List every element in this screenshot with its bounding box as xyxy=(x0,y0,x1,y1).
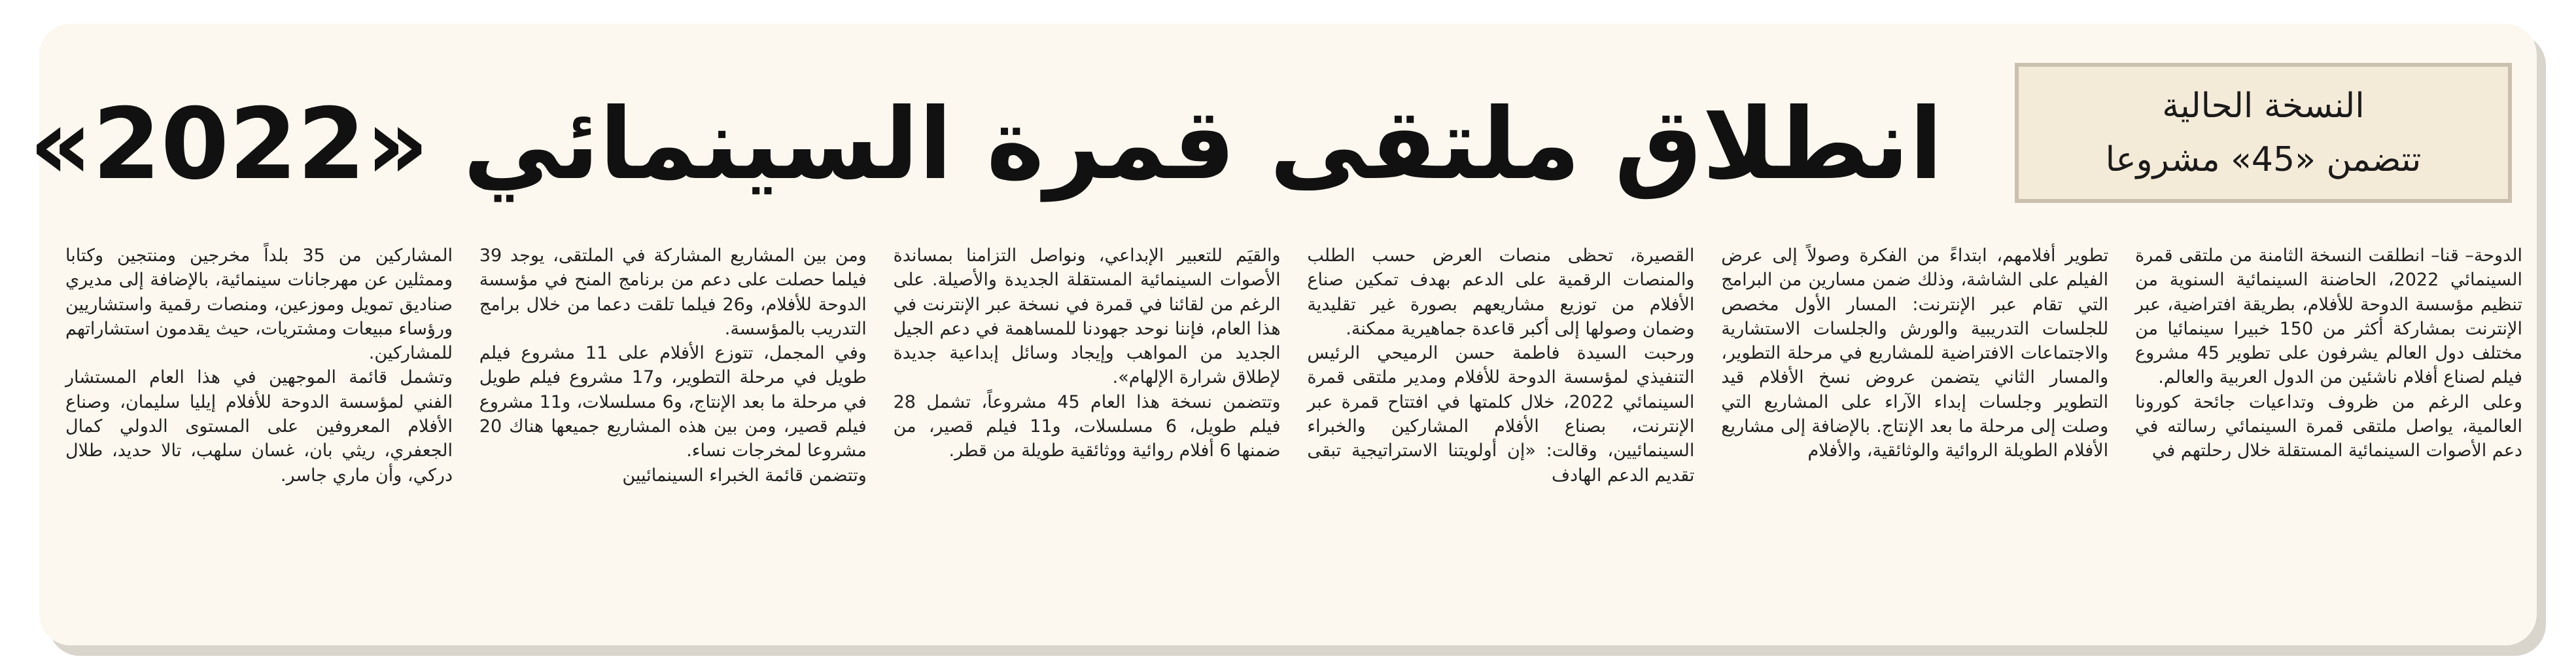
column-5 xyxy=(479,243,867,636)
paragraph: الدوحة– قنا– انطلقت النسخة الثامنة من ملتقى قمرة السينمائي 2022، الحاضنة السينمائية السنوية من تنظيم مؤسسة الدوحة للأفلام، بطريقة افتراضية، عبر الإنترنت بمشاركة أكثر من 150 خبيرا سينمائيا من مختلف دول العالم يشرفون على تطوير 45 مشروع فيلم لصناع أفلام ناشئين من الدول العربية والعالم. xyxy=(2134,245,2522,388)
paragraph: المشاركين من 35 بلداً مخرجين ومنتجين وكتابا وممثلين عن مهرجانات سينمائية، بالإضافة إلى مديري صناديق تمويل وموزعين، ومنصات رقمية واستشاريين ورؤساء مبيعات ومشتريات، حيث يقدمون استشاراتهم للمشاركين. xyxy=(65,245,453,364)
column-3 xyxy=(1307,243,1694,636)
paragraph: ومن بين المشاريع المشاركة في الملتقى، يوجد 39 فيلما حصلت على دعم من برنامج المنح في مؤسسة الدوحة للأفلام، و26 فيلما تلقت دعما من خلال برامج التدريب بالمؤسسة. xyxy=(479,245,867,339)
highlight-line-1: النسخة الحالية xyxy=(2162,86,2365,126)
column-4 xyxy=(894,243,1281,636)
paragraph: وفي المجمل، تتوزع الأفلام على 11 مشروع فيلم طويل في مرحلة التطوير، و17 مشروع فيلم طويل في مرحلة ما بعد الإنتاج، و6 مسلسلات، و11 مشروع فيلم قصير، ومن بين هذه المشاريع جميعها هناك 20 مشروعا لمخرجات نساء. xyxy=(479,343,867,461)
column-6 xyxy=(65,243,453,636)
paragraph: وتشمل قائمة الموجهين في هذا العام المستشار الفني لمؤسسة الدوحة للأفلام إيليا سليمان، وصناع الأفلام المعروفين على المستوى الدولي كمال الجعفري، ريثي بان، غسان سلهب، تالا حديد، طلال دركي، وأن ماري جاسر. xyxy=(65,367,453,486)
highlight-box xyxy=(2015,63,2512,203)
paragraph: ورحبت السيدة فاطمة حسن الرميحي الرئيس التنفيذي لمؤسسة الدوحة للأفلام ومدير ملتقى قمرة السينمائي 2022، خلال كلمتها في افتتاح قمرة عبر الإنترنت، بصناع الأفلام المشاركين والخبراء السينمائيين، وقالت: «إن أولويتنا الاستراتيجية تبقى تقديم الدعم الهادف xyxy=(1307,343,1695,486)
paragraph: والقيَم للتعبير الإبداعي، ونواصل التزامنا بمساندة الأصوات السينمائية المستقلة الجديدة والأصيلة. على الرغم من لقائنا في قمرة في نسخة عبر الإنترنت في هذا العام، فإننا نوحد جهودنا للمساهمة في دعم الجيل الجديد من المواهب وإيجاد وسائل إبداعية جديدة لإطلاق شرارة الإلهام». xyxy=(893,245,1281,388)
column-2 xyxy=(1721,243,2108,636)
article-card xyxy=(29,24,2537,645)
paragraph: القصيرة، تحظى منصات العرض حسب الطلب والمنصات الرقمية على الدعم بهدف تمكين صناع الأفلام من توزيع مشاريعهم بصورة غير تقليدية وضمان وصولها إلى أكبر قاعدة جماهيرية ممكنة. xyxy=(1307,245,1695,339)
paragraph: وعلى الرغم من ظروف وتداعيات جائحة كورونا العالمية، يواصل ملتقى قمرة السينمائي رسالته في دعم الأصوات السينمائية المستقلة خلال رحلتهم في xyxy=(2134,391,2522,461)
column-1 xyxy=(2135,243,2522,636)
paragraph: تطوير أفلامهم، ابتداءً من الفكرة وصولاً إلى عرض الفيلم على الشاشة، وذلك ضمن مسارين من البرامج التي تقام عبر الإنترنت: المسار الأول مخصص للجلسات التدريبية والورش والجلسات الاستشارية والاجتماعات الافتراضية للمشاريع في مرحلة التطوير، والمسار الثاني يتضمن عروض نسخ الأفلام قيد التطوير وجلسات إبداء الآراء على المشاريع التي وصلت إلى مرحلة ما بعد الإنتاج. بالإضافة إلى مشاريع الأفلام الطويلة الروائية والوثائقية، والأفلام xyxy=(1721,245,2109,461)
article-columns xyxy=(65,243,2522,636)
paragraph: وتتضمن نسخة هذا العام 45 مشروعاً، تشمل 28 فيلم طويل، 6 مسلسلات، و11 فيلم قصير، من ضمنها 6 أفلام روائية ووثائقية طويلة من قطر. xyxy=(893,391,1281,461)
highlight-line-2: تتضمن «45» مشروعا xyxy=(2105,140,2422,179)
headline: انطلاق ملتقى قمرة السينمائي «2022» xyxy=(29,88,1943,202)
paragraph: وتتضمن قائمة الخبراء السينمائيين xyxy=(622,465,867,486)
